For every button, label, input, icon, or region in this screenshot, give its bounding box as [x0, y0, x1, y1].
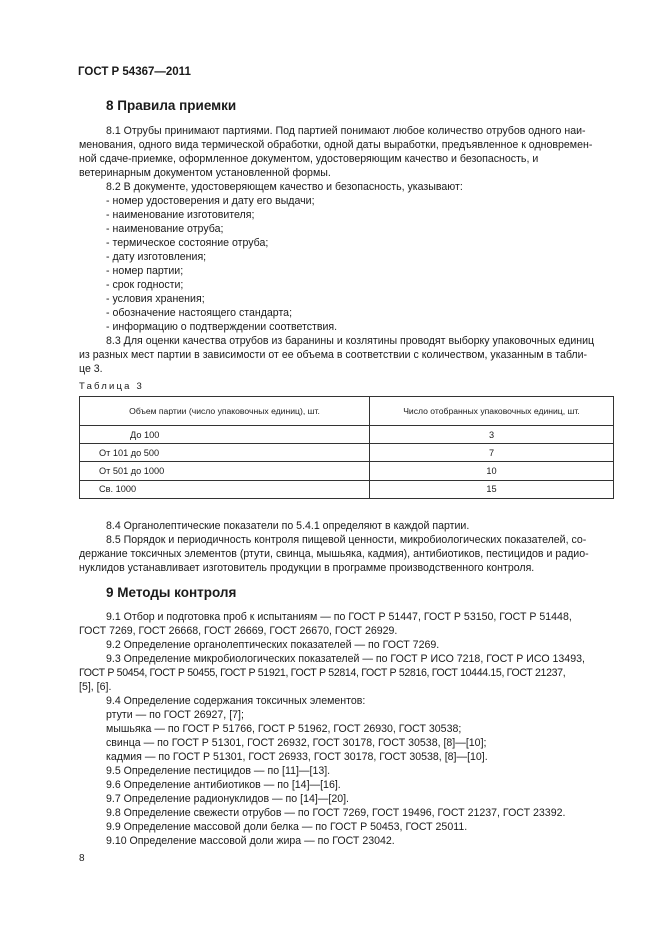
toxic-element-item: кадмия — по ГОСТ Р 51301, ГОСТ 26933, ГОСТ 30178, ГОСТ 30538, [8]—[10]. — [106, 751, 488, 763]
list-item: - наименование изготовителя; — [106, 209, 255, 221]
list-item: - дату изготовления; — [106, 251, 207, 263]
paragraph-8-3-line-3: це 3. — [79, 363, 103, 375]
paragraph-9-3-line-1: 9.3 Определение микробиологических показателей — по ГОСТ Р ИСО 7218, ГОСТ Р ИСО 13493, — [106, 653, 585, 665]
paragraph-8-4: 8.4 Органолептические показатели по 5.4.1 определяют в каждой партии. — [106, 520, 470, 532]
table-header-cell: Число отобранных упаковочных единиц, шт. — [370, 397, 614, 426]
list-item: - срок годности; — [106, 279, 184, 291]
paragraph-9-10: 9.10 Определение массовой доли жира — по ГОСТ 23042. — [106, 835, 395, 847]
list-item: - информацию о подтверждении соответствия. — [106, 321, 338, 333]
toxic-element-item: ртути — по ГОСТ 26927, [7]; — [106, 709, 244, 721]
table-header-cell: Объем партии (число упаковочных единиц), шт. — [80, 397, 370, 426]
paragraph-9-3-line-3: [5], [6]. — [79, 681, 112, 693]
table-caption: Таблица 3 — [79, 381, 144, 392]
table-cell: До 100 — [80, 426, 370, 444]
paragraph-8-3-line-1: 8.3 Для оценки качества отрубов из баранины и козлятины проводят выборку упаковочных единиц — [106, 335, 595, 347]
toxic-element-item: свинца — по ГОСТ Р 51301, ГОСТ 26932, ГОСТ 30178, ГОСТ 30538, [8]—[10]; — [106, 737, 487, 749]
paragraph-9-1-line-2: ГОСТ 7269, ГОСТ 26668, ГОСТ 26669, ГОСТ 26670, ГОСТ 26929. — [79, 625, 398, 637]
paragraph-9-9: 9.9 Определение массовой доли белка — по ГОСТ Р 50453, ГОСТ 25011. — [106, 821, 468, 833]
paragraph-9-6: 9.6 Определение антибиотиков — по [14]—[16]. — [106, 779, 341, 791]
table-cell: 3 — [370, 426, 614, 444]
paragraph-8-2: 8.2 В документе, удостоверяющем качество и безопасность, указывают: — [106, 181, 463, 193]
paragraph-9-7: 9.7 Определение радионуклидов — по [14]—[20]. — [106, 793, 349, 805]
paragraph-9-1-line-1: 9.1 Отбор и подготовка проб к испытаниям — по ГОСТ Р 51447, ГОСТ Р 53150, ГОСТ Р 51448, — [106, 611, 572, 623]
paragraph-8-5-line-3: нуклидов устанавливает изготовитель продукции в программе производственного контроля. — [79, 562, 535, 574]
table-row — [80, 444, 614, 462]
list-item: - обозначение настоящего стандарта; — [106, 307, 293, 319]
paragraph-9-4: 9.4 Определение содержания токсичных элементов: — [106, 695, 366, 707]
table-cell: От 101 до 500 — [80, 444, 370, 462]
document-code: ГОСТ Р 54367—2011 — [78, 66, 191, 78]
list-item: - номер партии; — [106, 265, 184, 277]
paragraph-9-8: 9.8 Определение свежести отрубов — по ГОСТ 7269, ГОСТ 19496, ГОСТ 21237, ГОСТ 23392. — [106, 807, 566, 819]
table-header-row — [80, 397, 614, 426]
section-8-title: 8 Правила приемки — [106, 98, 237, 113]
paragraph-8-1-line-2: менования, одного вида термической обработки, одной даты выработки, предъявленное к одновремен- — [79, 139, 593, 151]
table-cell: От 501 до 1000 — [80, 462, 370, 480]
table-cell: Св. 1000 — [80, 480, 370, 498]
paragraph-9-2: 9.2 Определение органолептических показателей — по ГОСТ 7269. — [106, 639, 440, 651]
table-cell: 7 — [370, 444, 614, 462]
table-cell: 15 — [370, 480, 614, 498]
paragraph-8-5-line-2: держание токсичных элементов (ртути, свинца, мышьяка, кадмия), антибиотиков, пестицидов и радио- — [79, 548, 589, 560]
table-row — [80, 462, 614, 480]
paragraph-8-1-line-4: ветеринарным документом установленной формы. — [79, 167, 331, 179]
paragraph-8-3-line-2: из разных мест партии в зависимости от ее объема в соответствии с количеством, указанным в табли- — [79, 349, 588, 361]
list-item: - термическое состояние отруба; — [106, 237, 269, 249]
table-row — [80, 480, 614, 498]
section-9-title: 9 Методы контроля — [106, 585, 237, 600]
list-item: - наименование отруба; — [106, 223, 224, 235]
paragraph-8-1-line-1: 8.1 Отрубы принимают партиями. Под партией понимают любое количество отрубов одного наи- — [106, 125, 586, 137]
paragraph-8-1-line-3: ной сдаче-приемке, оформленное документом, удостоверяющим качество и безопасность, и — [79, 153, 539, 165]
table-row — [80, 426, 614, 444]
table-cell: 10 — [370, 462, 614, 480]
sample-size-table — [79, 396, 614, 499]
paragraph-9-5: 9.5 Определение пестицидов — по [11]—[13]. — [106, 765, 331, 777]
paragraph-9-3-line-2: ГОСТ Р 50454, ГОСТ Р 50455, ГОСТ Р 51921, ГОСТ Р 52814, ГОСТ Р 52816, ГОСТ 10444.15, ГОСТ 21237, — [79, 667, 566, 679]
toxic-element-item: мышьяка — по ГОСТ Р 51766, ГОСТ Р 51962, ГОСТ 26930, ГОСТ 30538; — [106, 723, 462, 735]
list-item: - условия хранения; — [106, 293, 205, 305]
page-number: 8 — [79, 853, 85, 864]
paragraph-8-5-line-1: 8.5 Порядок и периодичность контроля пищевой ценности, микробиологических показателей, со- — [106, 534, 587, 546]
list-item: - номер удостоверения и дату его выдачи; — [106, 195, 315, 207]
